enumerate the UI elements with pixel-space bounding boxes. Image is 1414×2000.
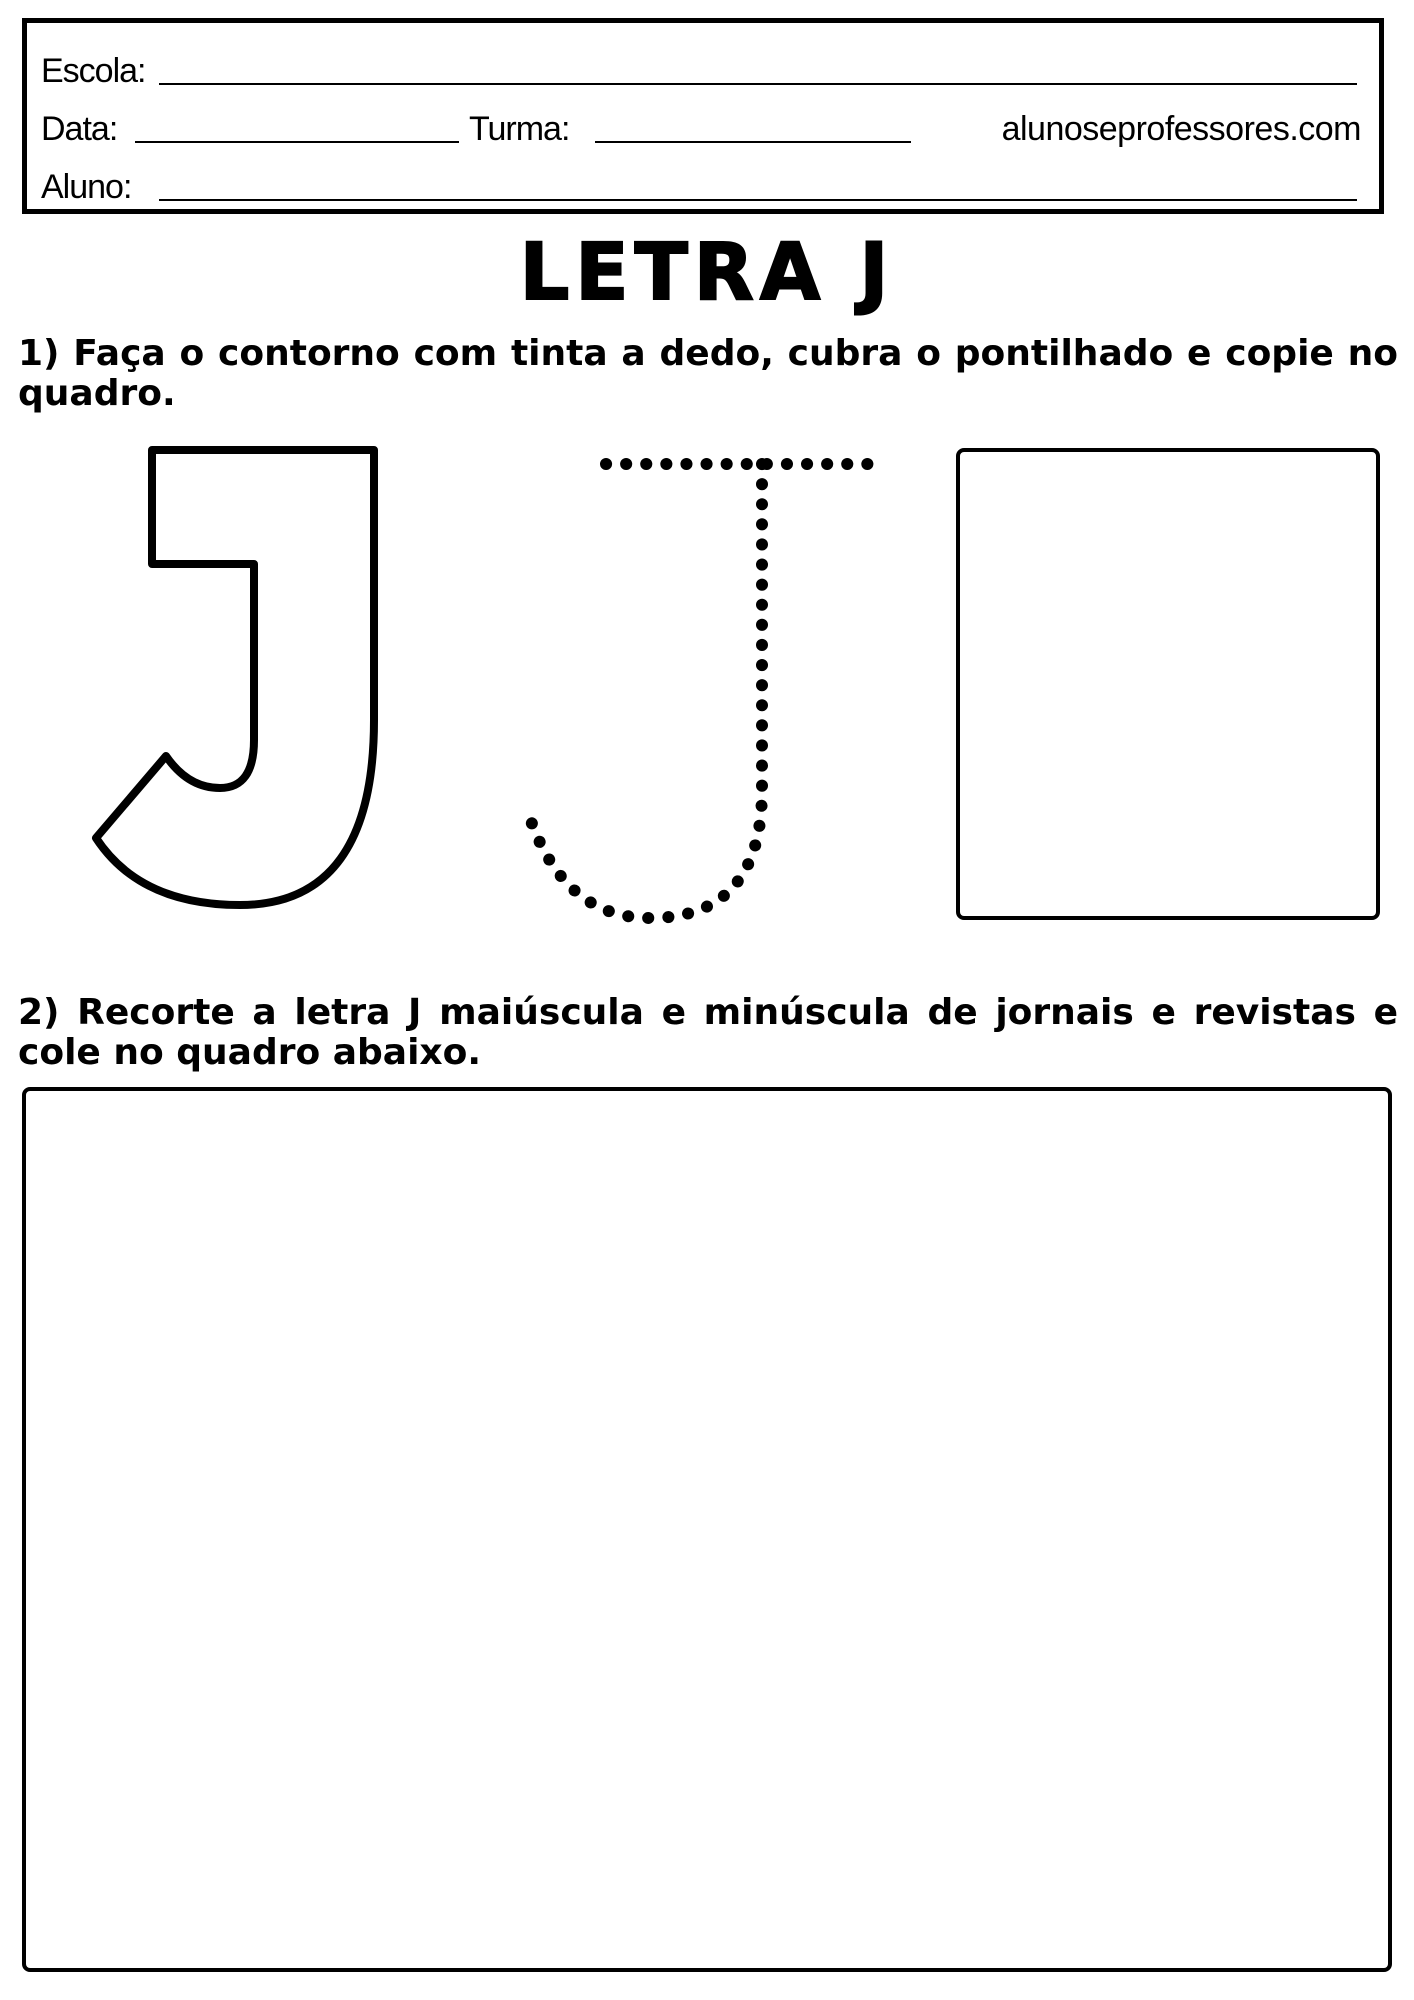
website-text: alunoseprofessores.com [1001, 110, 1361, 148]
paste-box[interactable] [22, 1087, 1392, 1972]
question-1: 1) Faça o contorno com tinta a dedo, cubra o pontilhado e copie no quadro. [18, 333, 1398, 414]
school-label: Escola: [41, 52, 146, 90]
class-label: Turma: [469, 110, 570, 148]
page-title: LETRA J [519, 228, 895, 318]
question-2: 2) Recorte a letra J maiúscula e minúscula de jornais e revistas e cole no quadro abaixo. [18, 992, 1398, 1073]
copy-box[interactable] [956, 448, 1380, 920]
student-label: Aluno: [41, 168, 132, 206]
date-label: Data: [41, 110, 118, 148]
